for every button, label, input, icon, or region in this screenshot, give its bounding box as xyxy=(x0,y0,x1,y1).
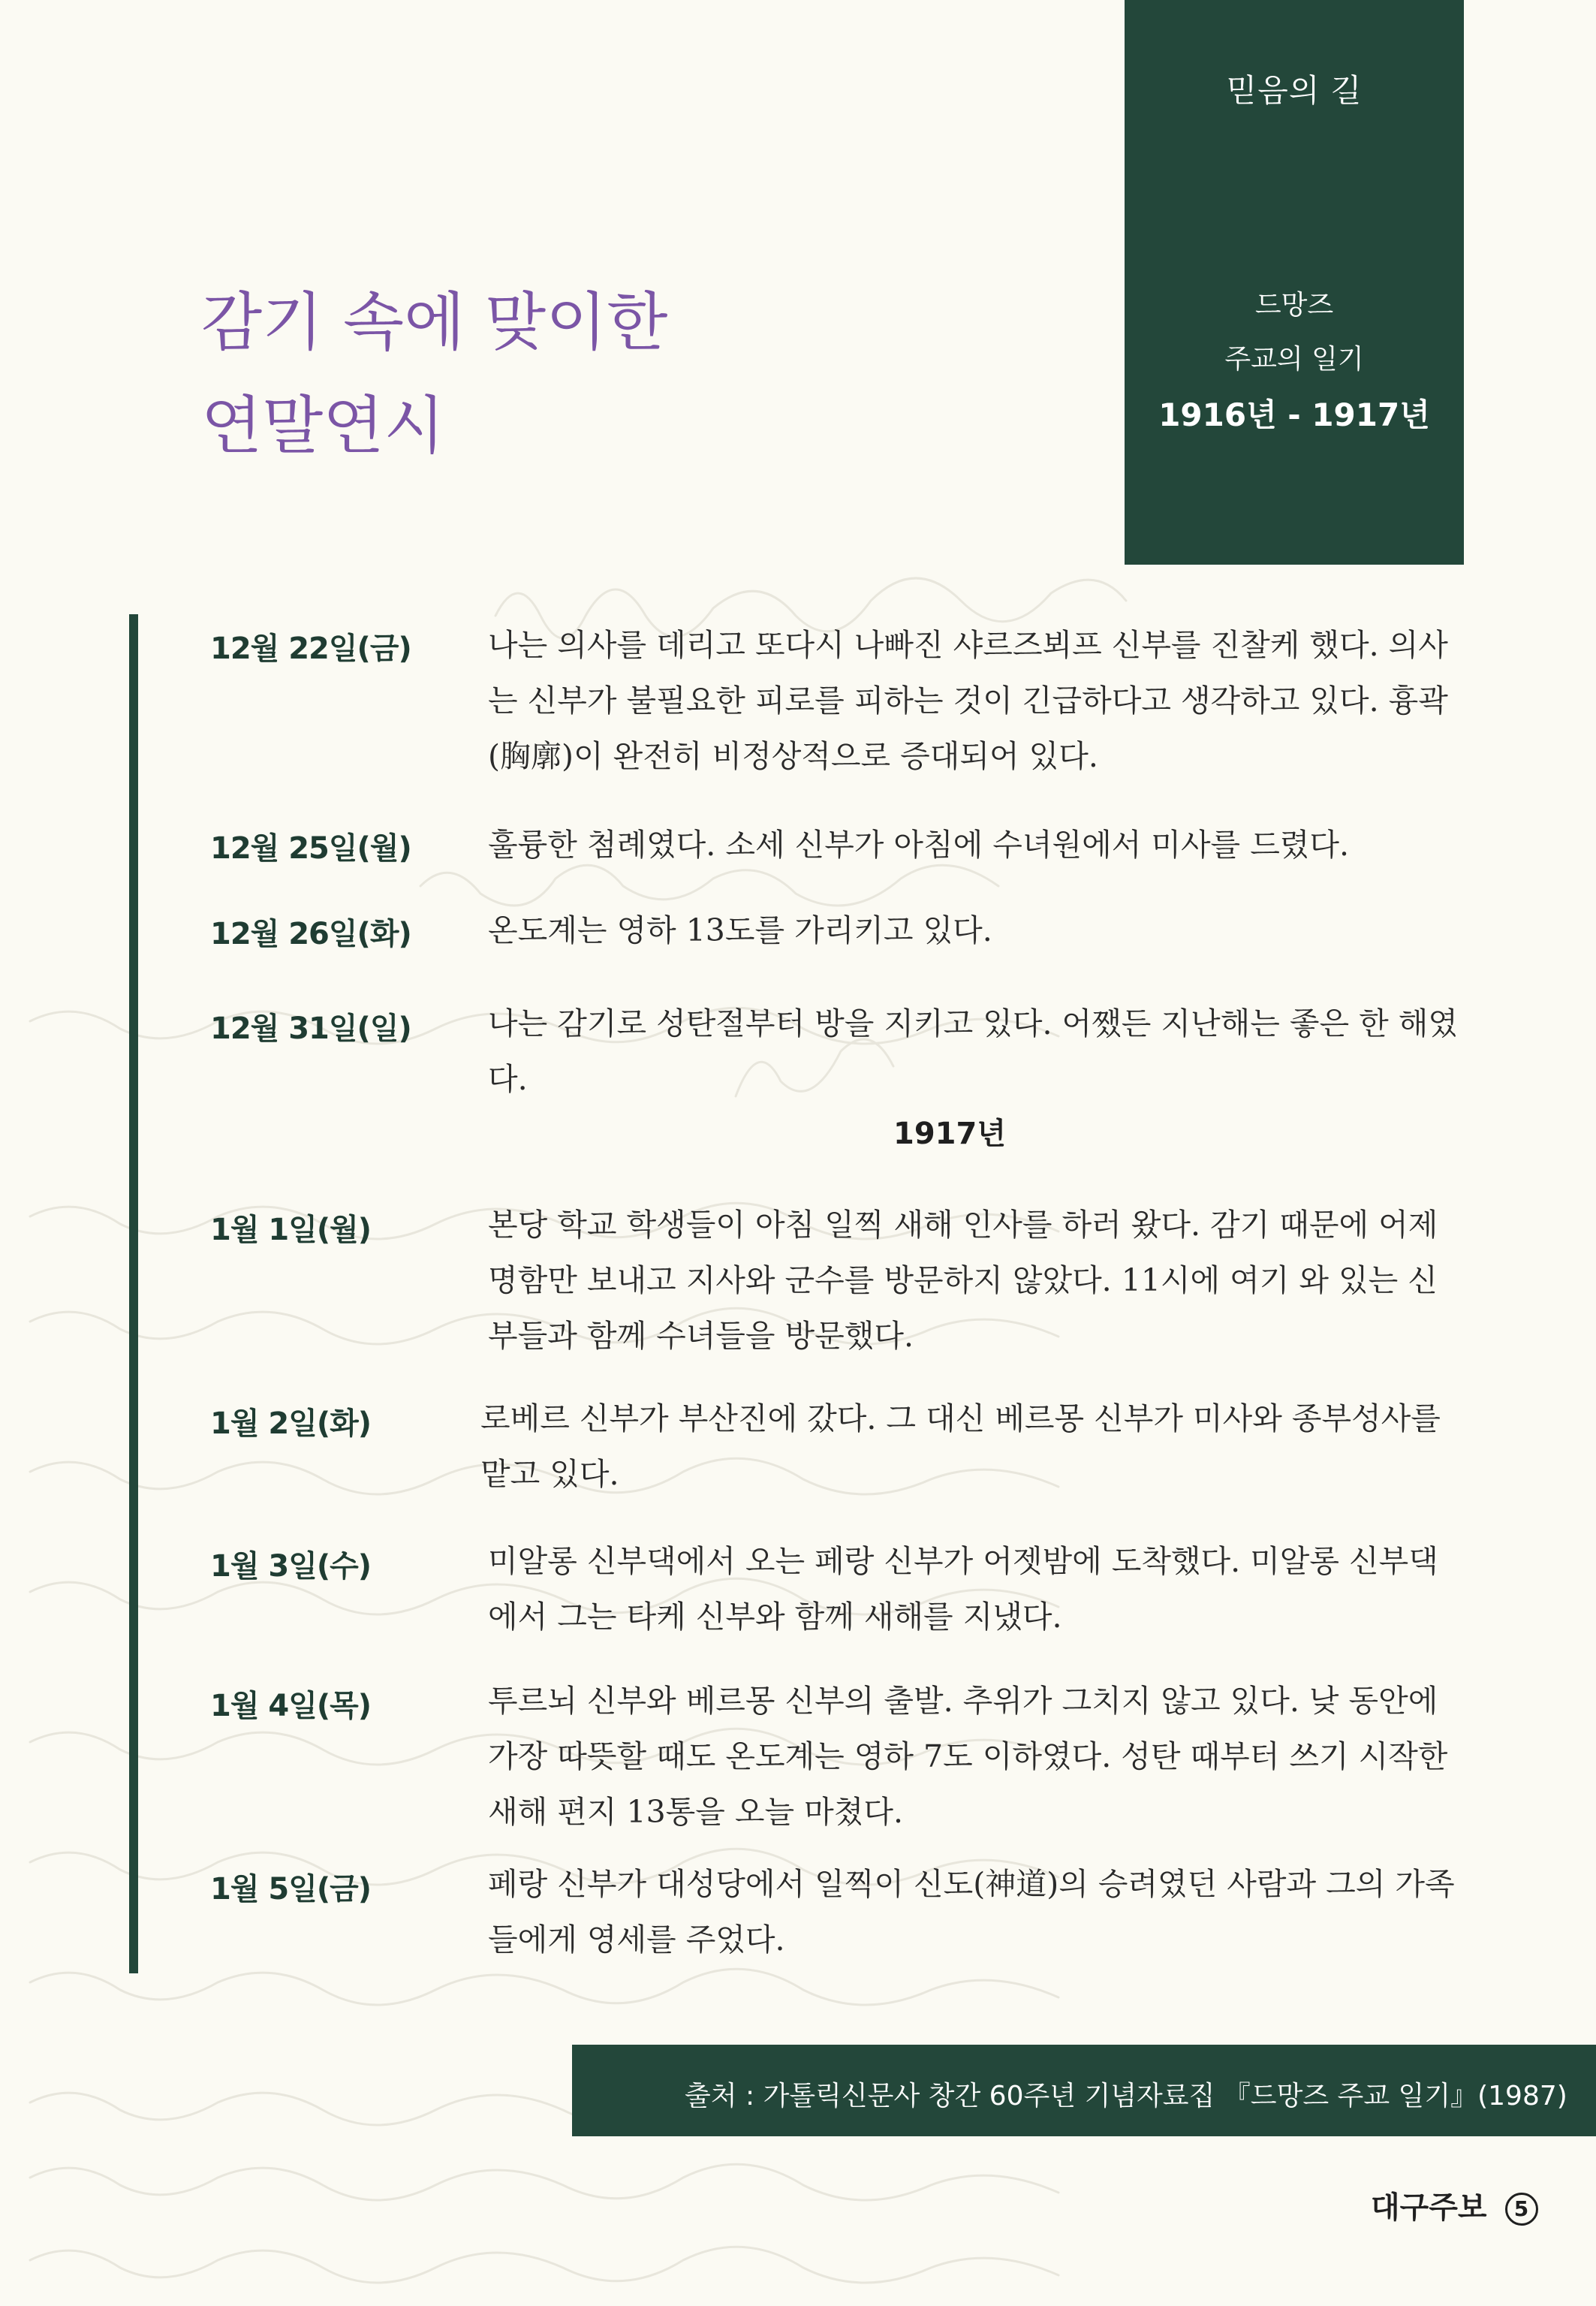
page-number: 5 xyxy=(1505,2193,1538,2226)
entry-text: 페랑 신부가 대성당에서 일찍이 신도(神道)의 승려였던 사람과 그의 가족들에게 영세를 주었다. xyxy=(488,1866,1455,1958)
year-heading: 1917년 xyxy=(893,1117,1006,1151)
series-author: 드망즈 xyxy=(1254,290,1334,321)
title-line-2: 연말연시 xyxy=(201,389,445,463)
entry-text: 온도계는 영하 13도를 가리키고 있다. xyxy=(488,912,992,948)
entry-date: 1월 1일(월) xyxy=(210,1213,372,1247)
page-footer xyxy=(1371,2184,1538,2226)
entry-date: 1월 4일(목) xyxy=(210,1689,372,1723)
series-header-box xyxy=(1125,0,1464,565)
entry-text: 훌륭한 첨례였다. 소세 신부가 아침에 수녀원에서 미사를 드렸다. xyxy=(488,827,1350,863)
source-bar xyxy=(572,2045,1596,2136)
entry-text: 미알롱 신부댁에서 오는 페랑 신부가 어젯밤에 도착했다. 미알롱 신부댁에서 그는 타케 신부와 함께 새해를 지냈다. xyxy=(488,1543,1438,1635)
entry-date: 12월 25일(월) xyxy=(210,831,411,866)
entry-text: 로베르 신부가 부산진에 갔다. 그 대신 베르몽 신부가 미사와 종부성사를 맡고 있다. xyxy=(480,1400,1441,1492)
entry-text: 나는 감기로 성탄절부터 방을 지키고 있다. 어쨌든 지난해는 좋은 한 해였다. xyxy=(488,1005,1458,1097)
entry-date: 1월 2일(화) xyxy=(210,1406,372,1441)
series-label: 믿음의 길 xyxy=(1226,72,1363,109)
article-title xyxy=(201,270,667,478)
entry-date: 12월 31일(일) xyxy=(210,1011,411,1046)
entry-text: 본당 학교 학생들이 아침 일찍 새해 인사를 하러 왔다. 감기 때문에 어제 명함만 보내고 지사와 군수를 방문하지 않았다. 11시에 여기 와 있는 신부들과 함께 수녀들을 방문했다. xyxy=(488,1207,1438,1354)
title-line-1: 감기 속에 맞이한 xyxy=(201,285,668,359)
entry-date: 12월 22일(금) xyxy=(210,632,411,666)
entry-date: 12월 26일(화) xyxy=(210,917,411,951)
entry-text: 투르뇌 신부와 베르몽 신부의 출발. 추위가 그치지 않고 있다. 낮 동안에 가장 따뜻할 때도 온도계는 영하 7도 이하였다. 성탄 때부터 쓰기 시작한 새해 편지 13통을 오늘 마쳤다. xyxy=(488,1683,1448,1830)
entry-date: 1월 3일(수) xyxy=(210,1549,372,1584)
series-years: 1916년 - 1917년 xyxy=(1158,396,1430,433)
source-citation: 출처 : 가톨릭신문사 창간 60주년 기념자료집 『드망즈 주교 일기』(1987) xyxy=(685,2081,1567,2112)
series-subtitle: 주교의 일기 xyxy=(1224,344,1364,375)
timeline-bar xyxy=(129,614,138,1973)
publication-name: 대구주보 xyxy=(1371,2190,1487,2225)
entry-date: 1월 5일(금) xyxy=(210,1872,372,1907)
entry-text: 나는 의사를 데리고 또다시 나빠진 샤르즈뵈프 신부를 진찰케 했다. 의사는 신부가 불필요한 피로를 피하는 것이 긴급하다고 생각하고 있다. 흉곽(胸廓)이 완전히 비정상적으로 증대되어 있다. xyxy=(488,627,1448,774)
